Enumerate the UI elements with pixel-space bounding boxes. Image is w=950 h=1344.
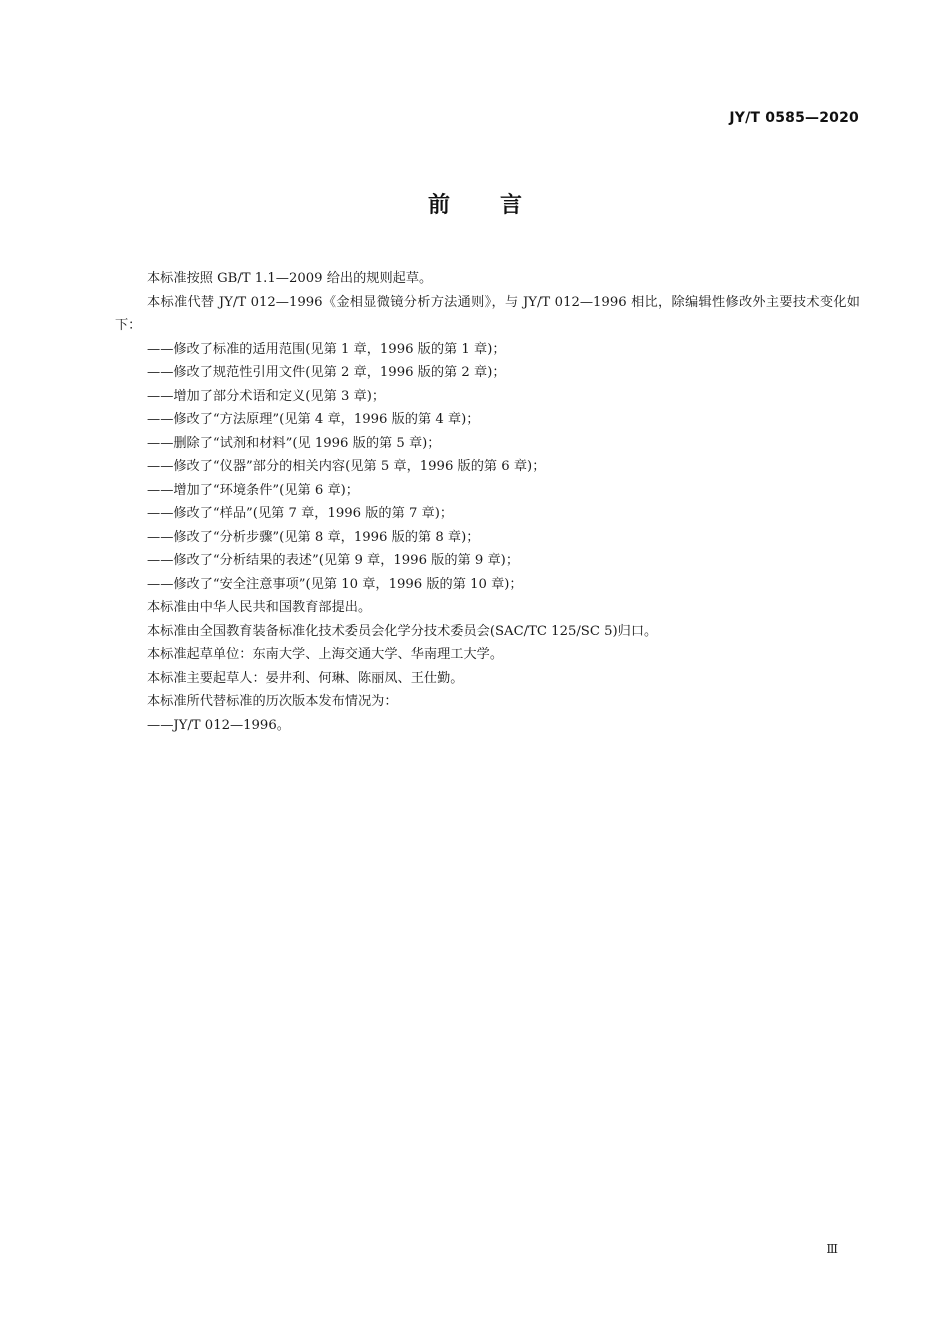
paragraph-proposer: 本标准由中华人民共和国教育部提出。	[147, 600, 372, 615]
paragraph-drafting-units: 本标准起草单位：东南大学、上海交通大学、华南理工大学。	[147, 647, 504, 662]
change-item: ——增加了“环境条件”(见第 6 章)；	[147, 482, 359, 498]
change-item: ——修改了“分析结果的表述”(见第 9 章，1996 版的第 9 章)；	[147, 553, 520, 568]
title-char-1: 前	[427, 193, 450, 218]
paragraph-drafting-rules: 本标准按照 GB/T 1.1—2009 给出的规则起草。	[147, 271, 433, 286]
page-title	[0, 191, 950, 221]
change-item: ——修改了“样品”(见第 7 章，1996 版的第 7 章)；	[147, 506, 454, 521]
change-item: ——修改了“方法原理”(见第 4 章，1996 版的第 4 章)；	[147, 412, 480, 427]
page-number: Ⅲ	[826, 1242, 838, 1256]
change-item: ——修改了“分析步骤”(见第 8 章，1996 版的第 8 章)；	[147, 529, 480, 545]
paragraph-replacement: 本标准代替 JY/T 012—1996《金相显微镜分析方法通则》，与 JY/T 012—1996 相比，除编辑性修改外主要技术变化如下：	[115, 294, 860, 333]
change-item: ——修改了标准的适用范围(见第 1 章，1996 版的第 1 章)；	[147, 341, 506, 357]
foreword-body	[115, 267, 860, 737]
change-item: ——修改了规范性引用文件(见第 2 章，1996 版的第 2 章)；	[147, 365, 506, 380]
change-item: ——增加了部分术语和定义(见第 3 章)；	[147, 388, 386, 404]
title-char-2: 言	[500, 193, 523, 218]
paragraph-committee: 本标准由全国教育装备标准化技术委员会化学分技术委员会(SAC/TC 125/SC 5)归口。	[147, 623, 658, 639]
paragraph-history-intro: 本标准所代替标准的历次版本发布情况为：	[147, 694, 398, 709]
history-item: ——JY/T 012—1996。	[147, 717, 290, 733]
change-item: ——删除了“试剂和材料”(见 1996 版的第 5 章)；	[147, 435, 441, 451]
document-code: JY/T 0585—2020	[729, 110, 859, 126]
paragraph-drafters: 本标准主要起草人：晏井利、何琳、陈丽凤、王仕勤。	[147, 670, 464, 686]
change-item: ——修改了“安全注意事项”(见第 10 章，1996 版的第 10 章)；	[147, 576, 523, 592]
change-item: ——修改了“仪器”部分的相关内容(见第 5 章，1996 版的第 6 章)；	[147, 459, 546, 474]
